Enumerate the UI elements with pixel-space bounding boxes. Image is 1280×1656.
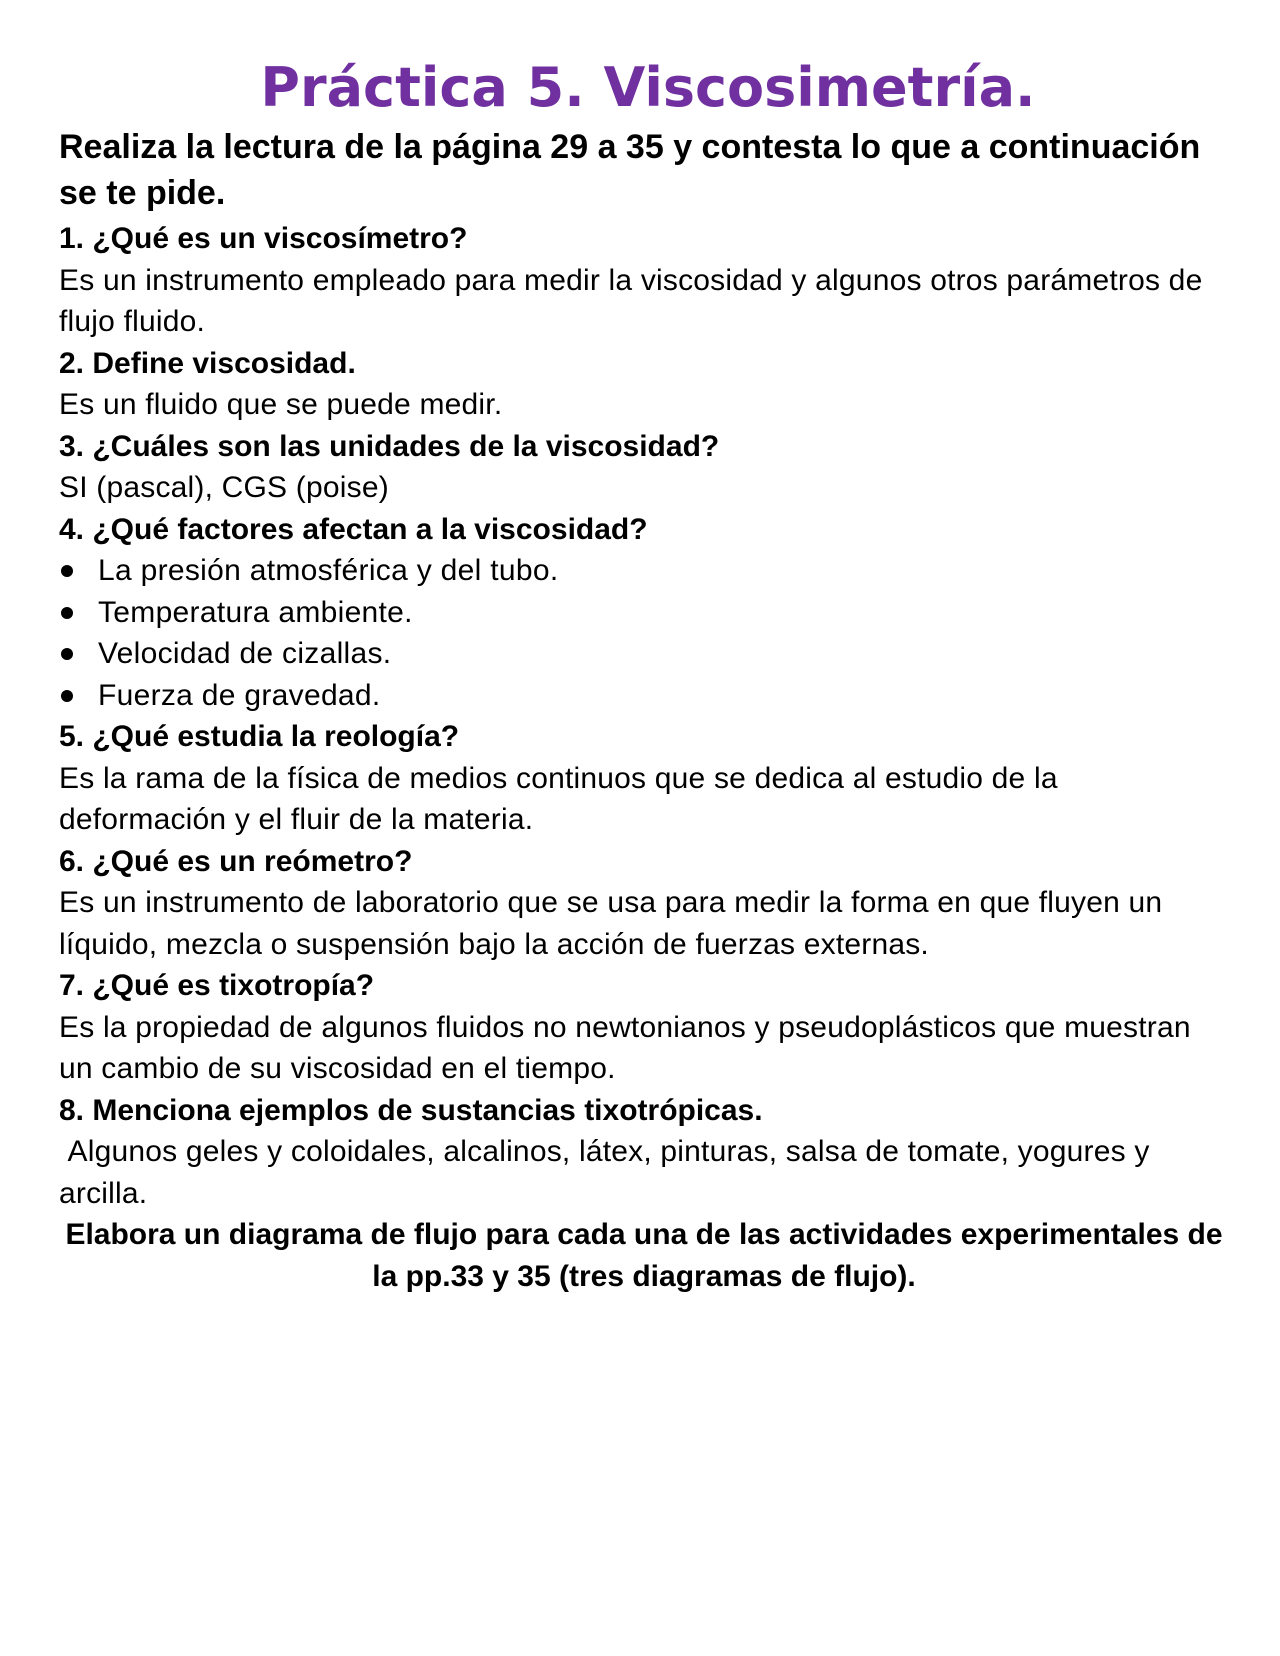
question-3: 3. ¿Cuáles son las unidades de la viscosidad? — [59, 429, 720, 463]
question-8: 8. Menciona ejemplos de sustancias tixotrópicas. — [59, 1093, 763, 1127]
question-block-5 — [59, 716, 1229, 841]
question-block-6 — [59, 841, 1229, 966]
answer-8: Algunos geles y coloidales, alcalinos, látex, pinturas, salsa de tomate, yogures y arcilla. — [59, 1135, 1159, 1210]
bullet-icon — [61, 648, 73, 660]
question-block-3 — [59, 426, 1229, 509]
question-1: 1. ¿Qué es un viscosímetro? — [59, 222, 468, 255]
bullet-icon — [61, 690, 73, 702]
answer-7: Es la propiedad de algunos fluidos no newtonianos y pseudoplásticos que muestran un cambio de su viscosidad en el tiempo. — [59, 1010, 1191, 1085]
page-title: Práctica 5. Viscosimetría. — [260, 56, 1036, 119]
bullet-icon — [61, 565, 73, 577]
answer-3: SI (pascal), CGS (poise) — [59, 471, 389, 504]
question-7: 7. ¿Qué es tixotropía? — [59, 969, 375, 1002]
question-block-7 — [59, 965, 1229, 1090]
question-block-8 — [59, 1090, 1229, 1215]
intro-instruction: Realiza la lectura de la página 29 a 35 y contesta lo que a continuación se te pide. — [59, 128, 1201, 212]
question-block-4 — [59, 509, 1229, 717]
answer-1: Es un instrumento empleado para medir la viscosidad y algunos otros parámetros de flujo fluido. — [59, 263, 1203, 338]
document-page — [59, 52, 1229, 1297]
question-4: 4. ¿Qué factores afectan a la viscosidad? — [59, 512, 648, 546]
list-item-text: Fuerza de gravedad. — [98, 678, 381, 712]
question-5: 5. ¿Qué estudia la reología? — [59, 720, 460, 753]
question-6: 6. ¿Qué es un reómetro? — [59, 844, 413, 878]
answer-5: Es la rama de la física de medios continuos que se dedica al estudio de la deformación y el fluir de la materia. — [59, 761, 1058, 836]
list-item-text: La presión atmosférica y del tubo. — [98, 554, 559, 587]
bullet-icon — [61, 607, 73, 619]
list-item — [59, 550, 1229, 592]
list-item — [59, 675, 1229, 717]
question-2: 2. Define viscosidad. — [59, 346, 356, 380]
list-item — [59, 633, 1229, 675]
answer-2: Es un fluido que se puede medir. — [59, 388, 503, 421]
question-block-2 — [59, 343, 1229, 426]
list-item-text: Velocidad de cizallas. — [98, 637, 392, 670]
list-item-text: Temperatura ambiente. — [98, 595, 413, 629]
factors-list — [59, 550, 1229, 716]
question-block-1 — [59, 218, 1229, 343]
answer-6: Es un instrumento de laboratorio que se usa para medir la forma en que fluyen un líquido, mezcla o suspensión bajo la acción de fuerzas externas. — [59, 886, 1163, 961]
list-item — [59, 592, 1229, 634]
final-instruction: Elabora un diagrama de flujo para cada una de las actividades experimentales de la pp.33 y 35 (tres diagramas de flujo). — [65, 1218, 1223, 1293]
